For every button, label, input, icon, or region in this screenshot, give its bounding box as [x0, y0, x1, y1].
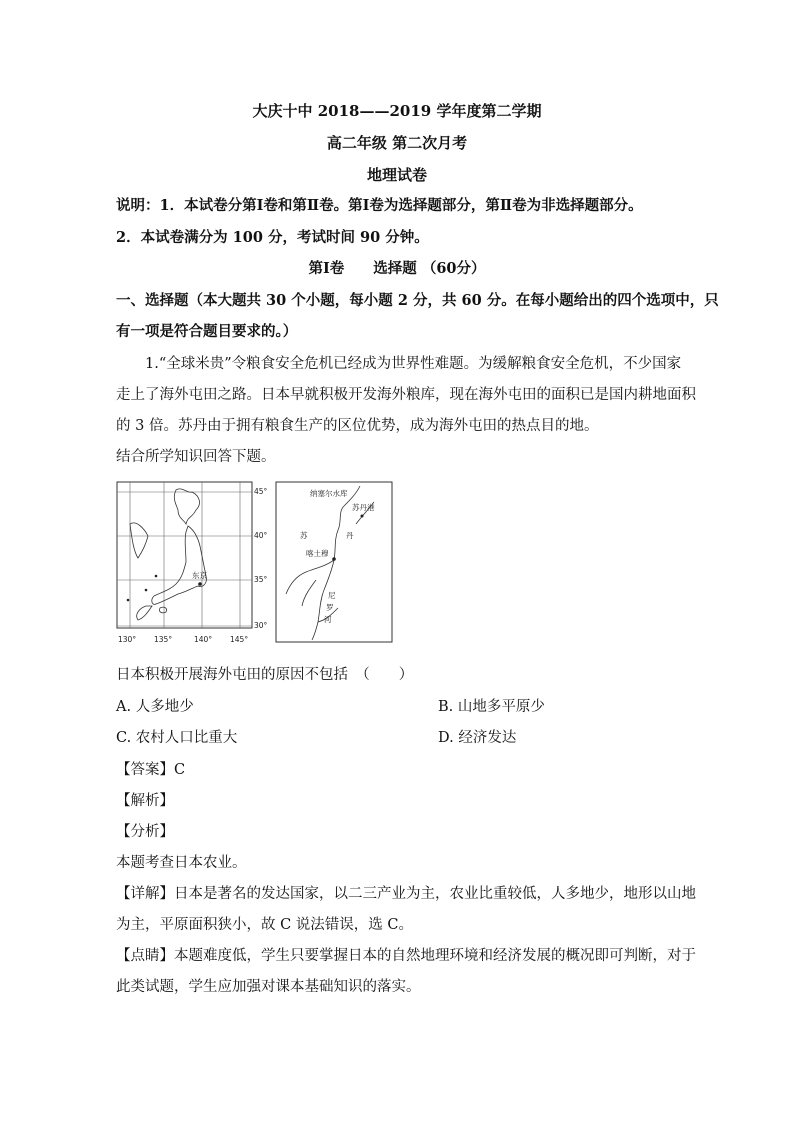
question-prompt: 日本积极开展海外屯田的原因不包括 （ ） — [116, 667, 414, 683]
khartoum-dot — [332, 557, 336, 561]
sudan-label-2: 丹 — [346, 531, 354, 540]
option-letter: A. — [116, 699, 132, 715]
detail-line-1: 【详解】日本是著名的发达国家，以二三产业为主，农业比重较低，人多地少，地形以山地 — [116, 886, 696, 902]
detail-line-2: 为主，平原面积狭小，故 C 说法错误，选 C。 — [116, 917, 414, 933]
lon-label: 140° — [194, 635, 213, 644]
tokyo-dot — [198, 582, 202, 586]
exam-subject: 地理试卷 — [366, 166, 427, 184]
sudan-map-frame — [276, 482, 392, 642]
nile-label-2: 罗 — [326, 603, 334, 612]
tokyo-label: 东京 — [192, 571, 207, 580]
lat-label: 35° — [254, 575, 268, 584]
lat-label: 40° — [254, 531, 268, 540]
city-dot — [155, 575, 158, 578]
option-letter: C. — [116, 730, 132, 746]
lon-label: 130° — [118, 635, 137, 644]
section-title: 第Ⅰ卷 选择题 （60分） — [308, 260, 486, 277]
sudan-label-1: 苏 — [300, 531, 308, 540]
lat-label: 30° — [254, 621, 268, 630]
section-instruction-1: 一、选择题（本大题共 30 个小题，每小题 2 分，共 60 分。在每小题给出的四个选项中，只 — [116, 292, 719, 309]
exam-title: 大庆十中 2018——2019 学年度第二学期 — [252, 102, 542, 120]
option-text: 经济发达 — [458, 730, 517, 746]
nasser-lake-label: 纳塞尔水库 — [310, 489, 348, 498]
option-text: 农村人口比重大 — [135, 730, 238, 746]
option-b — [438, 697, 545, 717]
option-text: 山地多平原少 — [457, 699, 545, 715]
nile-label-3: 河 — [324, 615, 332, 624]
japan-map-frame — [117, 482, 252, 628]
comment-line-2: 此类试题，学生应加强对课本基础知识的落实。 — [116, 979, 421, 995]
option-d — [438, 728, 516, 748]
note-1: 说明：1．本试卷分第Ⅰ卷和第Ⅱ卷。第Ⅰ卷为选择题部分，第Ⅱ卷为非选择题部分。 — [116, 197, 643, 214]
note-2: 2．本试卷满分为 100 分，考试时间 90 分钟。 — [116, 229, 429, 246]
exam-grade: 高二年级 第二次月考 — [326, 134, 468, 152]
question-stem-4: 结合所学知识回答下题。 — [116, 449, 276, 465]
question-stem-1: 1.“全球米贵”令粮食安全危机已经成为世界性难题。为缓解粮食安全危机，不少国家 — [145, 356, 682, 372]
map-svg — [116, 480, 394, 648]
answer-line: 【答案】C — [116, 762, 186, 778]
lat-label: 45° — [254, 487, 268, 496]
port-sudan-dot — [361, 515, 364, 518]
lon-label: 135° — [154, 635, 173, 644]
port-sudan-label: 苏丹港 — [352, 503, 375, 512]
comment-line-1: 【点睛】本题难度低，学生只要掌握日本的自然地理环境和经济发展的概况即可判断，对于 — [116, 948, 696, 964]
map-figure — [116, 480, 394, 648]
question-stem-2: 走上了海外屯田之路。日本早就积极开发海外粮库，现在海外屯田的面积已是国内耕地面积 — [116, 387, 696, 403]
question-stem-3: 的 3 倍。苏丹由于拥有粮食生产的区位优势，成为海外屯田的热点目的地。 — [116, 418, 599, 434]
city-dot — [145, 589, 148, 592]
option-a — [116, 697, 194, 717]
analysis-text: 本题考查日本农业。 — [116, 855, 247, 871]
analysis-heading: 【分析】 — [116, 824, 174, 840]
city-dot — [127, 599, 130, 602]
option-letter: B. — [438, 699, 454, 715]
option-letter: D. — [438, 730, 454, 746]
option-c — [116, 728, 237, 748]
section-instruction-2: 有一项是符合题目要求的。） — [116, 323, 298, 340]
explain-heading: 【解析】 — [116, 793, 174, 809]
option-text: 人多地少 — [135, 699, 194, 715]
khartoum-label: 喀土穆 — [306, 549, 329, 558]
nile-label-1: 尼 — [328, 591, 336, 600]
lon-label: 145° — [230, 635, 249, 644]
